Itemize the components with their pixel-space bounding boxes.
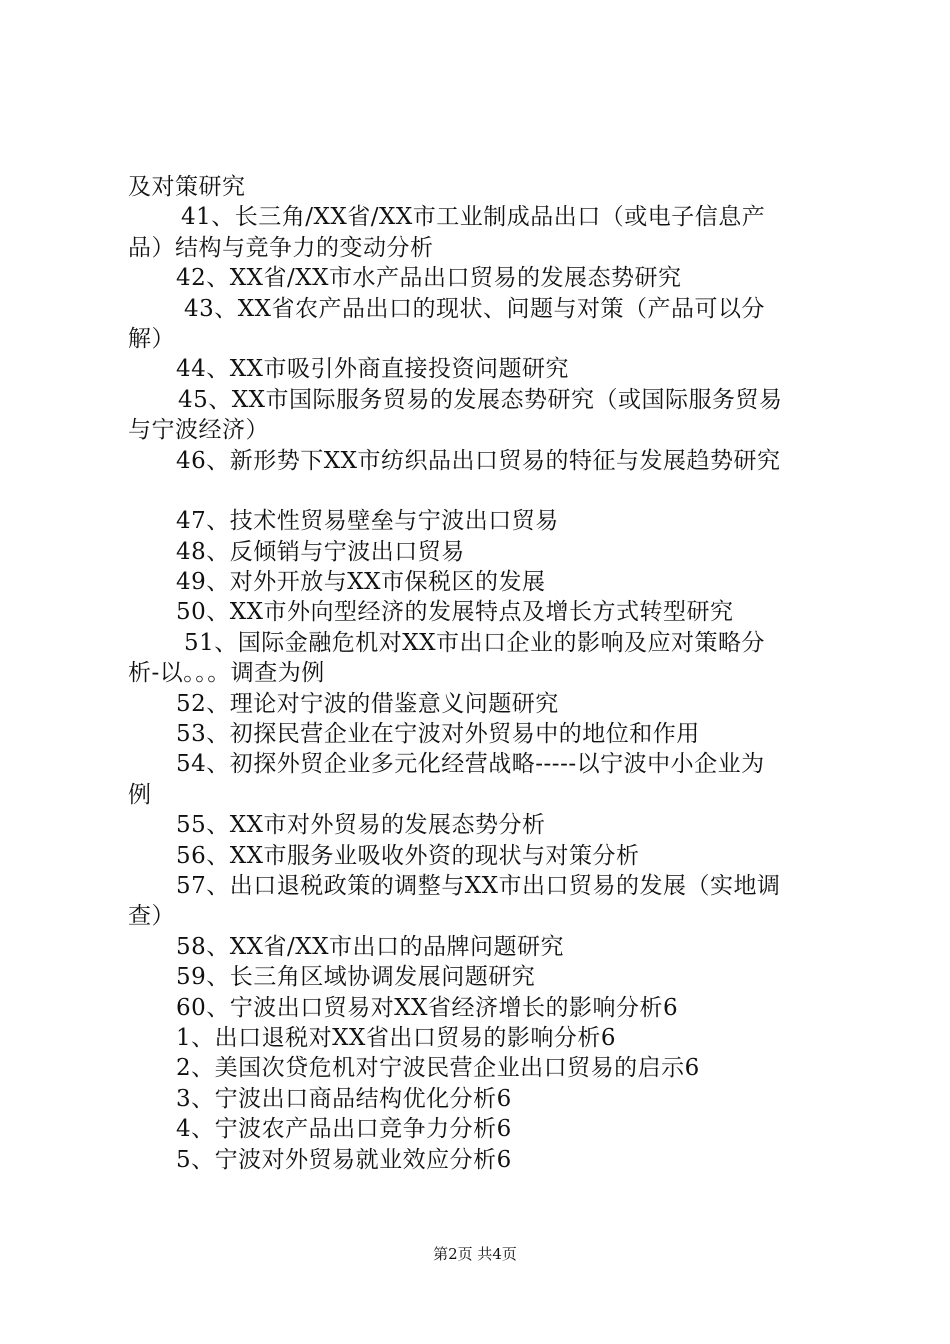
list-item: 47、技术性贸易壁垒与宁波出口贸易 [176,508,559,535]
list-item: 46、新形势下XX市纺织品出口贸易的特征与发展趋势研究 [176,447,781,474]
list-item: 52、理论对宁波的借鉴意义问题研究 [176,690,559,717]
list-item: 59、长三角区域协调发展问题研究 [176,964,536,991]
list-item: 51、国际金融危机对XX市出口企业的影响及应对策略分 [184,629,766,656]
list-item-continuation: 品）结构与竞争力的变动分析 [128,234,434,261]
list-item: 50、XX市外向型经济的发展特点及增长方式转型研究 [176,599,734,626]
list-item: 54、初探外贸企业多元化经营战略-----以宁波中小企业为 [176,751,765,778]
list-item-continuation: 查） [128,903,175,930]
page-number-footer: 第2页 共4页 [433,1245,517,1263]
list-item-continuation: 与宁波经济） [128,417,269,444]
list-item: 44、XX市吸引外商直接投资问题研究 [176,356,570,383]
list-item: 55、XX市对外贸易的发展态势分析 [176,812,546,839]
list-item: 5、宁波对外贸易就业效应分析6 [176,1146,512,1173]
list-item: 43、XX省农产品出口的现状、问题与对策（产品可以分 [184,295,766,322]
list-item: 56、XX市服务业吸收外资的现状与对策分析 [176,842,640,869]
list-item-continuation: 析-以。。。调查为例 [128,660,325,687]
list-item: 42、XX省/XX市水产品出口贸易的发展态势研究 [176,265,682,292]
list-item: 58、XX省/XX市出口的品牌问题研究 [176,933,565,960]
list-item: 4、宁波农产品出口竞争力分析6 [176,1116,512,1143]
list-item: 48、反倾销与宁波出口贸易 [176,538,465,565]
list-item: 1、出口退税对XX省出口贸易的影响分析6 [176,1024,617,1051]
list-item: 53、初探民营企业在宁波对外贸易中的地位和作用 [176,721,700,748]
list-item: 60、宁波出口贸易对XX省经济增长的影响分析6 [176,994,679,1021]
list-item: 49、对外开放与XX市保税区的发展 [176,569,546,596]
document-body [128,172,833,1175]
list-item: 57、出口退税政策的调整与XX市出口贸易的发展（实地调 [176,872,781,899]
list-item: 41、长三角/XX省/XX市工业制成品出口（或电子信息产 [181,204,766,231]
list-item: 3、宁波出口商品结构优化分析6 [176,1085,512,1112]
list-item-continuation: 例 [128,781,152,808]
blank-line [128,476,833,506]
list-item: 45、XX市国际服务贸易的发展态势研究（或国际服务贸易 [178,386,783,413]
list-item-continuation: 解） [128,325,175,352]
list-item: 2、美国次贷危机对宁波民营企业出口贸易的启示6 [176,1055,700,1082]
text-line: 及对策研究 [128,174,246,200]
